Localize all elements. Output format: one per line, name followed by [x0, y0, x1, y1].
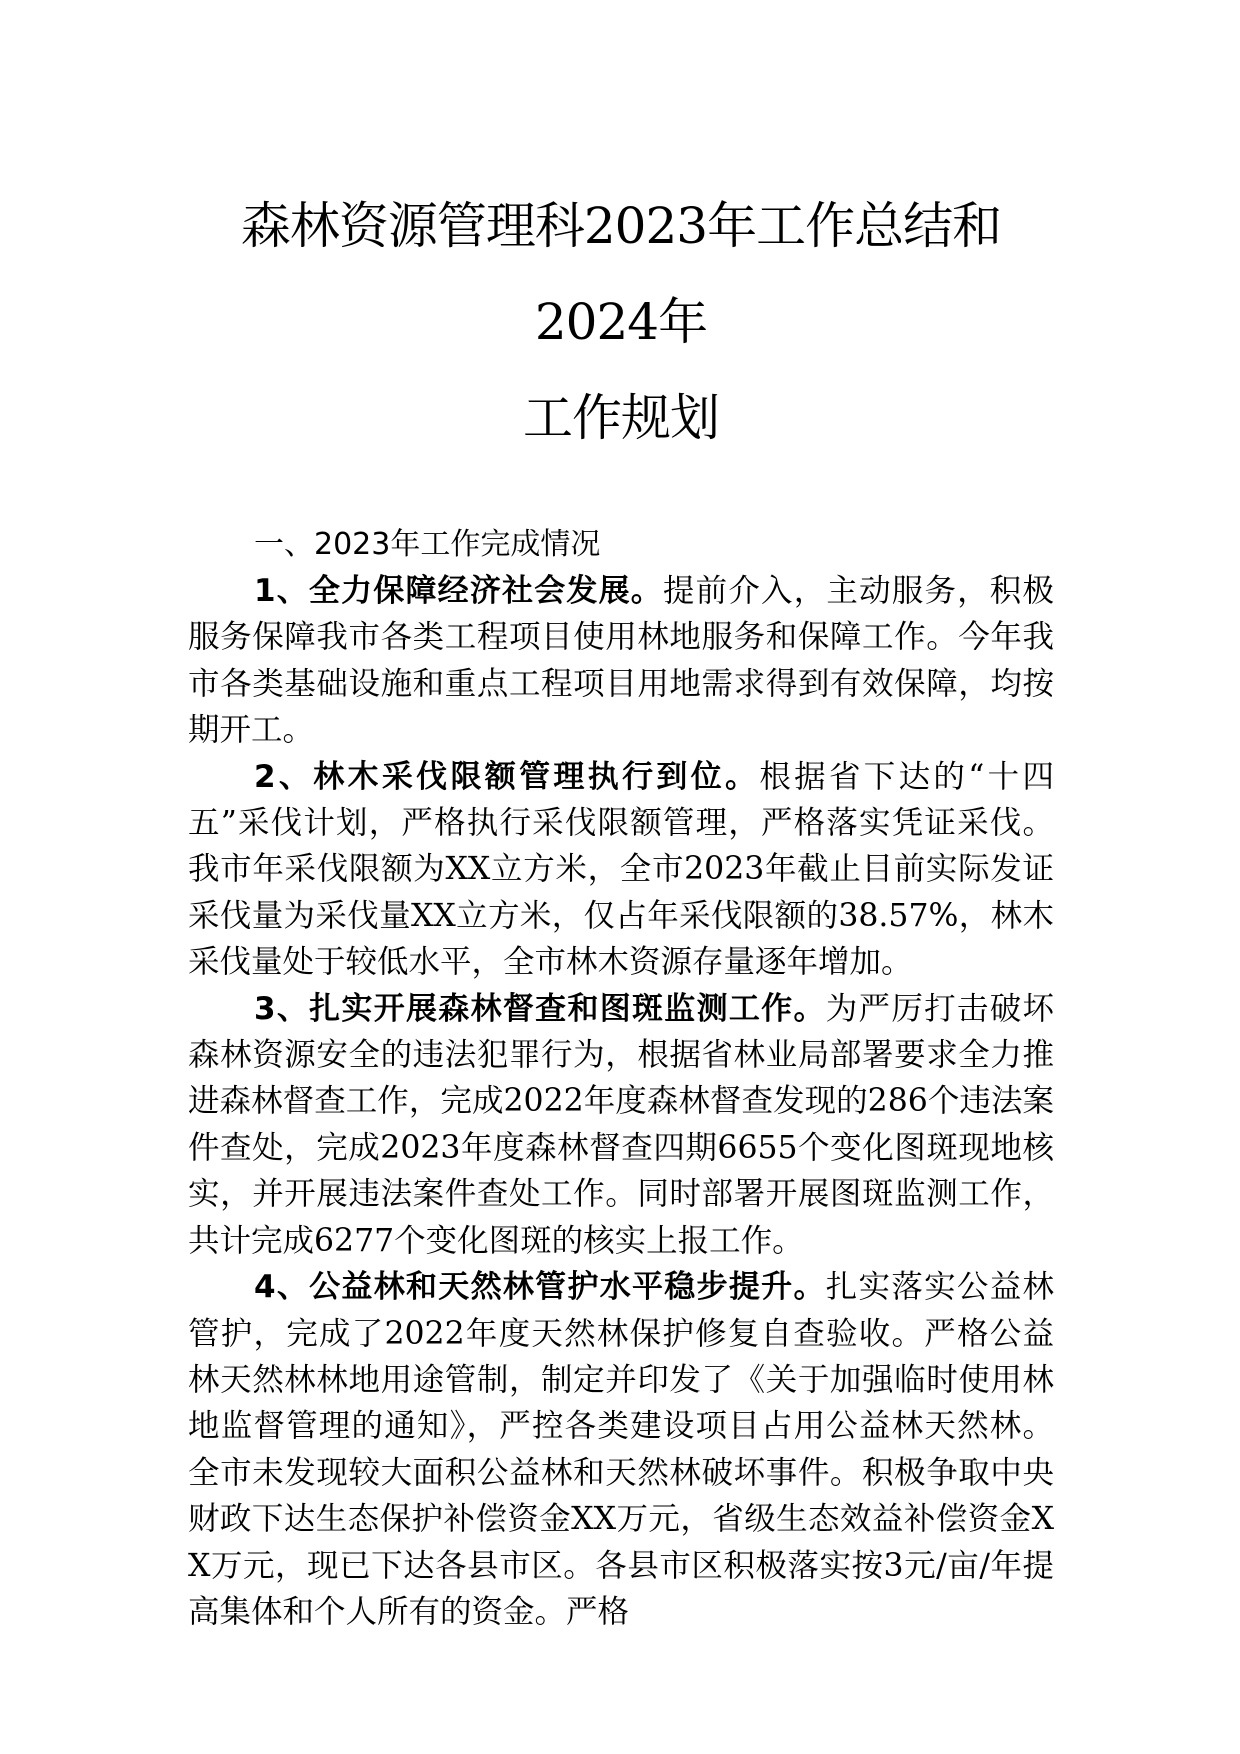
- paragraph-body: 为严厉打击破坏森林资源安全的违法犯罪行为，根据省林业局部署要求全力推进森林督查工作，完成2022年度森林督查发现的286个违法案件查处，完成2023年度森林督查四期6655个变化图斑现地核实，并开展违法案件查处工作。同时部署开展图斑监测工作，共计完成6277个变化图斑的核实上报工作。: [188, 990, 1054, 1259]
- paragraph-1: [188, 568, 1054, 754]
- paragraph-heading: 2、林木采伐限额管理执行到位。: [254, 758, 760, 795]
- paragraph-2: [188, 754, 1054, 986]
- title-line-1: 森林资源管理科2023年工作总结和2024年: [240, 197, 1002, 351]
- paragraph-heading: 1、全力保障经济社会发展。: [254, 573, 663, 609]
- document-page: [188, 0, 1054, 1635]
- section-heading: 一、2023年工作完成情况: [254, 527, 601, 562]
- paragraph-heading: 4、公益林和天然林管护水平稳步提升。: [254, 1269, 826, 1306]
- paragraph-body: 提前介入，主动服务，积极服务保障我市各类工程项目使用林地服务和保障工作。今年我市各类基础设施和重点工程项目用地需求得到有效保障，均按期开工。: [188, 573, 1054, 749]
- paragraph-3: [188, 986, 1054, 1264]
- document-title: [188, 0, 1054, 466]
- title-line-2: 工作规划: [523, 389, 719, 447]
- paragraph-body: 根据省下达的“十四五”采伐计划，严格执行采伐限额管理，严格落实凭证采伐。我市年采伐限额为XX立方米，全市2023年截止目前实际发证采伐量为采伐量XX立方米，仅占年采伐限额的38.57%，林木采伐量处于较低水平，全市林木资源存量逐年增加。: [188, 758, 1054, 981]
- paragraph-body: 扎实落实公益林管护，完成了2022年度天然林保护修复自查验收。严格公益林天然林林地用途管制，制定并印发了《关于加强临时使用林地监督管理的通知》，严控各类建设项目占用公益林天然林。全市未发现较大面积公益林和天然林破坏事件。积极争取中央财政下达生态保护补偿资金XX万元，省级生态效益补偿资金XX万元，现已下达各县市区。各县市区积极落实按3元/亩/年提高集体和个人所有的资金。严格: [188, 1269, 1054, 1630]
- paragraph-4: [188, 1264, 1054, 1635]
- paragraph-heading: 3、扎实开展森林督查和图斑监测工作。: [254, 990, 826, 1027]
